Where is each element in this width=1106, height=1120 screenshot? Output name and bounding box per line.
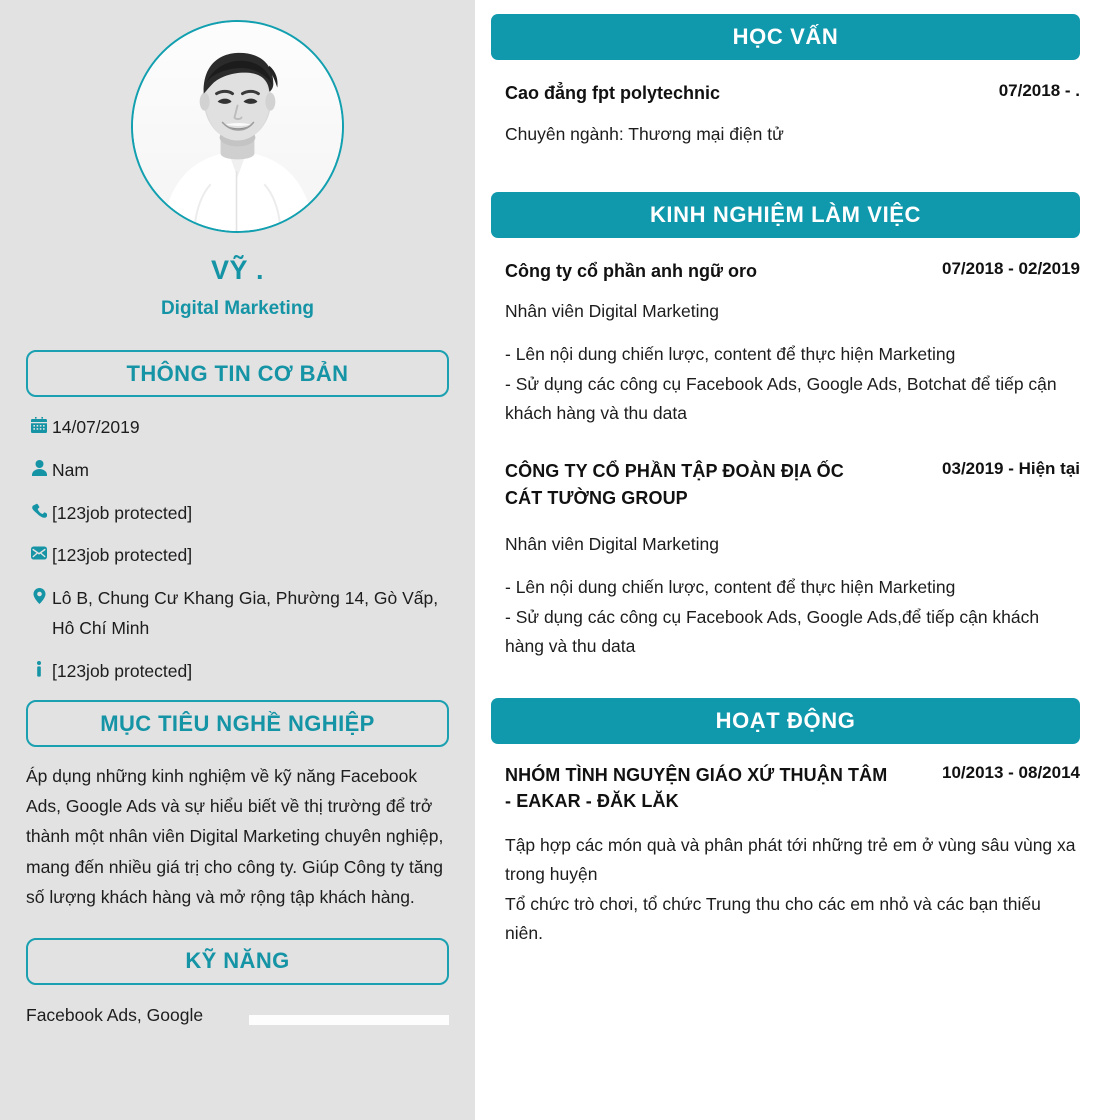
contact-item-info (26, 657, 449, 687)
contact-value: Lô B, Chung Cư Khang Gia, Phường 14, Gò Vấp, Hô Chí Minh (52, 588, 439, 638)
activity-line: Tập hợp các món quà và phân phát tới những trẻ em ở vùng sâu vùng xa trong huyện (505, 835, 1076, 885)
experience-entry (491, 258, 1080, 429)
skills-list (26, 1003, 449, 1026)
avatar (131, 20, 344, 233)
spacer (491, 662, 1080, 698)
person-role: Digital Marketing (160, 298, 315, 319)
entry-header (505, 762, 1080, 815)
experience-date: 03/2019 - Hiện tại (942, 459, 1080, 479)
contact-value: [123job protected] (52, 502, 193, 523)
education-title: Cao đẳng fpt polytechnic (505, 83, 721, 103)
experience-description (505, 573, 1080, 661)
experience-bullet: - Lên nội dung chiến lược, content để thực hiện Marketing (505, 344, 956, 365)
section-heading-basic-info: THÔNG TIN CƠ BẢN (26, 350, 449, 397)
avatar-wrapper (26, 20, 449, 233)
experience-position: Nhân viên Digital Marketing (505, 533, 719, 554)
entry-header (505, 458, 1080, 511)
experience-position: Nhân viên Digital Marketing (505, 301, 719, 322)
experience-entry (491, 458, 1080, 660)
objective-text: Áp dụng những kinh nghiệm về kỹ năng Facebook Ads, Google Ads và sự hiểu biết về thị trường để trở thành một nhân viên Digital Marketing chuyên nghiệp, mang đến nhiều giá trị cho công ty. Giúp Công ty tăng số lượng khách hàng và mở rộng tập khách hàng. (26, 766, 444, 907)
contact-item-gender (26, 456, 449, 486)
contact-value: 14/07/2019 (52, 417, 140, 437)
contact-item-phone (26, 499, 449, 529)
calendar-icon (26, 413, 52, 433)
phone-icon (26, 499, 52, 519)
activity-line: Tổ chức trò chơi, tổ chức Trung thu cho các em nhỏ và các bạn thiếu niên. (505, 894, 1041, 944)
contact-value: Nam (52, 459, 89, 480)
contact-value: [123job protected] (52, 660, 193, 681)
section-heading-activities: HOẠT ĐỘNG (491, 698, 1080, 744)
experience-bullet: - Lên nội dung chiến lược, content để thực hiện Marketing (505, 576, 956, 597)
contact-list (26, 413, 449, 686)
email-icon (26, 541, 52, 561)
experience-description (505, 340, 1080, 428)
sidebar (0, 0, 475, 1120)
entry-header (505, 80, 1080, 107)
experience-company: CÔNG TY CỔ PHẦN TẬP ĐOÀN ĐỊA ỐC CÁT TƯỜNG GROUP (505, 461, 844, 509)
experience-bullet: - Sử dụng các công cụ Facebook Ads, Google Ads, Botchat để tiếp cận khách hàng và thu data (505, 374, 1057, 424)
section-heading-experience: KINH NGHIỆM LÀM VIỆC (491, 192, 1080, 238)
person-icon (26, 456, 52, 476)
person-name: VỸ . (210, 255, 265, 285)
experience-bullet: - Sử dụng các công cụ Facebook Ads, Google Ads,để tiếp cận khách hàng và thu data (505, 606, 1040, 656)
activity-title: NHÓM TÌNH NGUYỆN GIÁO XỨ THUẬN TÂM - EAKAR - ĐĂK LĂK (505, 764, 888, 812)
activity-description (505, 831, 1080, 948)
main-column (475, 0, 1106, 1120)
contact-item-birthdate (26, 413, 449, 443)
activity-entry (491, 762, 1080, 948)
activity-date: 10/2013 - 08/2014 (941, 762, 1080, 782)
skill-label: Facebook Ads, Google (26, 1004, 204, 1025)
info-icon (26, 657, 52, 677)
experience-company: Công ty cổ phần anh ngữ oro (505, 260, 758, 281)
education-date: 07/2018 - . (998, 81, 1080, 100)
contact-item-email (26, 541, 449, 571)
location-icon (26, 584, 52, 604)
section-heading-skills: KỸ NĂNG (26, 938, 449, 985)
section-heading-education: HỌC VẤN (491, 14, 1080, 60)
contact-item-address (26, 584, 449, 644)
education-subtitle: Chuyên ngành: Thương mại điện tử (505, 123, 784, 144)
spacer (491, 148, 1080, 192)
portrait-photo-icon (133, 22, 342, 231)
education-entry (491, 80, 1080, 148)
section-heading-objective: MỤC TIÊU NGHỀ NGHIỆP (26, 700, 449, 747)
entry-header (505, 258, 1080, 285)
skill-item (26, 1003, 449, 1026)
experience-date: 07/2018 - 02/2019 (941, 258, 1080, 278)
skill-progress-bar (249, 1015, 449, 1025)
contact-value: [123job protected] (52, 545, 193, 566)
